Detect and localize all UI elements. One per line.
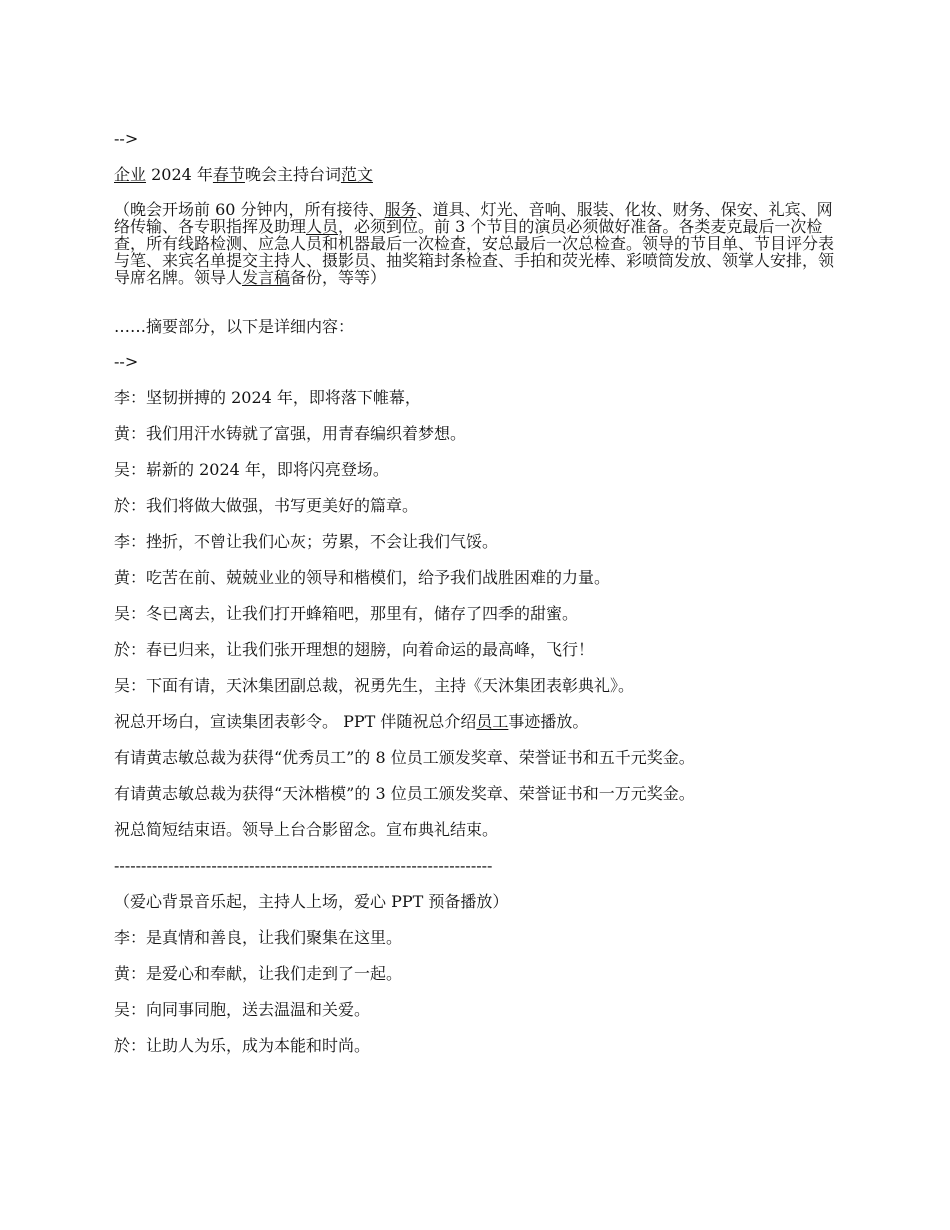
comment-marker-top: --> [114,129,139,148]
award-line: 有请黄志敏总裁为获得“天沐楷模”的 3 位员工颁发奖章、荣誉证书和一万元奖金。 [114,784,695,803]
summary-line: ……摘要部分，以下是详细内容： [114,317,355,336]
title-main: 晚会主持台词 [244,165,341,184]
intro-text-2: 、道具、灯光、音响、服装、化妆、财务、保安、礼宾、网络传输、各专职指挥及助理 [114,200,833,236]
title-year: 2024 年 [146,165,213,184]
dialog-line: 李：挫折，不曾让我们心灰；劳累，不会让我们气馁。 [114,532,499,551]
closing-line: 祝总简短结束语。领导上台合影留念。宣布典礼结束。 [114,820,499,839]
document-title [114,166,844,188]
intro-text-4: 备份，等等） [290,267,387,287]
stage-direction: （爱心背景音乐起，主持人上场，爱心 PPT 预备播放） [114,892,509,911]
ppt-link-employee[interactable]: 员工 [476,712,509,731]
intro-link-service[interactable]: 服务 [384,200,417,219]
ppt-text-2: 事迹播放。 [508,712,589,731]
dialog-line: 吴：冬已离去，让我们打开蜂箱吧，那里有，储存了四季的甜蜜。 [114,604,579,623]
ppt-line [114,713,844,735]
comment-marker-mid: --> [114,352,139,371]
dialog-line: 黄：是爱心和奉献，让我们走到了一起。 [114,964,403,983]
title-link-sample[interactable]: 范文 [340,165,373,184]
dialog-line: 吴：下面有请，天沐集团副总裁，祝勇先生，主持《天沐集团表彰典礼》。 [114,676,635,695]
dialog-line: 李：是真情和善良，让我们聚集在这里。 [114,928,403,947]
title-link-spring-festival[interactable]: 春节 [212,165,245,184]
ppt-text-1: 祝总开场白，宣读集团表彰令。 PPT 伴随祝总介绍 [114,712,477,731]
dialog-line: 李：坚韧拼搏的 2024 年，即将落下帷幕， [114,388,421,407]
title-link-enterprise[interactable]: 企业 [114,165,147,184]
award-line: 有请黄志敏总裁为获得“优秀员工”的 8 位员工颁发奖章、荣誉证书和五千元奖金。 [114,748,695,767]
dialog-line: 黄：吃苦在前、兢兢业业的领导和楷模们，给予我们战胜困难的力量。 [114,568,611,587]
dialog-line: 黄：我们用汗水铸就了富强，用青春编织着梦想。 [114,424,467,443]
dialog-line: 於：春已归来，让我们张开理想的翅膀，向着命运的最高峰，飞行！ [114,640,595,659]
dialog-line: 於：我们将做大做强，书写更美好的篇章。 [114,496,419,515]
intro-paragraph [114,202,844,302]
separator-line: ---------------------------------------------------------------------- [114,857,493,875]
document-content [114,130,844,1073]
intro-text-3: ，必须到位。前 3 个节目的演员必须做好准备。各类麦克最后一次检查，所有线路检测、应急人员和机器最后一次检查，安总最后一次总检查。领导的节目单、节目评分表与笔、来宾名单提交主持人、摄影员、抽奖箱封条检查、手拍和荧光棒、彩喷筒发放、领掌人安排，领导席名牌。领导人 [114,216,835,287]
intro-text-1: （晚会开场前 60 分钟内，所有接待、 [114,200,385,219]
dialog-line: 吴：向同事同胞，送去温温和关爱。 [114,1000,371,1019]
dialog-line: 於：让助人为乐，成为本能和时尚。 [114,1036,371,1055]
dialog-line: 吴：崭新的 2024 年，即将闪亮登场。 [114,460,389,479]
intro-link-staff[interactable]: 人员 [306,216,339,236]
intro-link-speech[interactable]: 发言稿 [242,267,291,287]
